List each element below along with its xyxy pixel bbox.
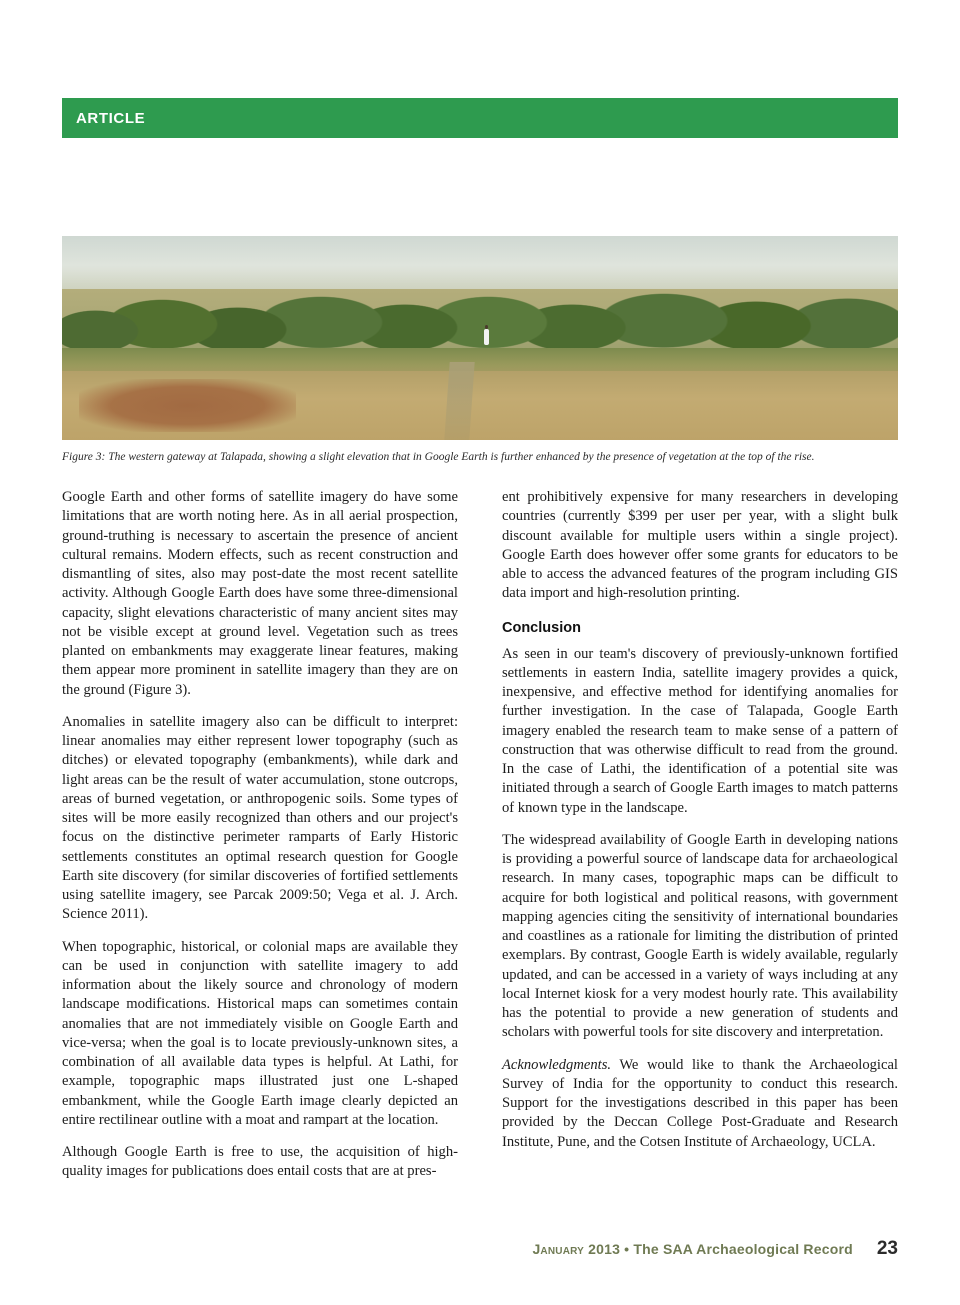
- paragraph: Google Earth and other forms of satellite imagery do have some limitations that are worth noting here. As in all aerial prospection, ground-truthing is necessary to ascertain the presence of ancient cultural remains. Modern effects, such as recent construction and dismantling of sites, also may post-date the most recent satellite activity. Although Google Earth does have some three-dimensional capacity, slight elevations characteristic of many ancient sites may not be visible except at ground level. Vegetation such as trees planted on embankments may exaggerate linear features, making them appear more prominent in satellite imagery than they are on the ground (Figure 3).: [62, 489, 458, 698]
- paragraph: The widespread availability of Google Earth in developing nations is providing a powerful source of landscape data for archaeological research. In many cases, topographic maps can be difficult to acquire for both logistical and political reasons, with government mapping agencies citing the sensitivity of international boundaries and coastlines as a rationale for limiting the distribution of printed exemplars. By contrast, Google Earth is widely available, regularly updated, and can be accessed in a variety of ways including at any local Internet kiosk for a very modest hourly rate. This availability has the potential to provide a new generation of students and scholars with powerful tools for site discovery and interpretation.: [502, 831, 898, 1041]
- photo-soil-patch: [79, 379, 296, 432]
- footer-text: [532, 1241, 852, 1257]
- conclusion-heading: Conclusion: [502, 619, 581, 636]
- paragraph: Although Google Earth is free to use, the acquisition of high-quality images for publications does entail costs that are at pres-: [62, 1144, 458, 1180]
- body-columns: [62, 488, 898, 1195]
- footer-publication: The SAA Archaeological Record: [633, 1241, 853, 1257]
- paragraph: When topographic, historical, or colonial maps are available they can be used in conjunction with satellite imagery to add information about the likely source and chronology of modern landscape modifications. Historical maps can sometimes contain anomalies that are not immediately visible on Google Earth and vice-versa; when the goal is to locate previously-unknown sites, a combination of all available data types is helpful. At Lathi, for example, topographic maps illustrated just one L-shaped embankment, while the Google Earth image clearly depicted an entire rectilinear outline with a moat and rampart at the location.: [62, 938, 458, 1128]
- figure-3-photo: [62, 236, 898, 440]
- photo-treeline: [62, 269, 898, 359]
- acknowledgments: [502, 1056, 898, 1152]
- section-label: ARTICLE: [76, 109, 146, 127]
- photo-path: [444, 362, 474, 440]
- paragraph: As seen in our team's discovery of previously-unknown fortified settlements in eastern India, satellite imagery provides a quick, inexpensive, and effective method for identifying anomalies for further investigation. In the case of Talapada, Google Earth imagery enabled the research team to make sense of a pattern of construction that was otherwise difficult to read from the ground. In the case of Lathi, the identification of a potential site was initiated through a search of Google Earth images to match patterns of known type in the landscape.: [502, 645, 898, 816]
- right-column: [502, 488, 898, 1195]
- paragraph: ent prohibitively expensive for many researchers in developing countries (currently $399 per user per year, with a slight bulk discount available for multiple users within a single project). Google Earth does however offer some grants for educators to be able to access the advanced features of the program including GIS data import and high-resolution printing.: [502, 489, 898, 602]
- footer-issue: January 2013: [532, 1241, 621, 1257]
- page-number: 23: [876, 1238, 898, 1259]
- figure-caption: Figure 3: The western gateway at Talapada, showing a slight elevation that in Google Earth is further enhanced by the presence of vegetation at the top of the rise.: [62, 451, 815, 463]
- figure-container: [62, 236, 898, 440]
- footer-separator: •: [624, 1241, 630, 1257]
- acknowledgments-text: We would like to thank the Archaeological Survey of India for the opportunity to conduct this research. Support for the investigations described in this paper has been provided by the Deccan College Post-Graduate and Research Institute, Pune, and the Cotsen Institute of Archaeology, UCLA.: [502, 1056, 898, 1150]
- photo-person: [484, 329, 489, 345]
- acknowledgments-label: Acknowledgments.: [502, 1056, 612, 1073]
- page-footer: [62, 1238, 898, 1268]
- paragraph: Anomalies in satellite imagery also can be difficult to interpret: linear anomalies may either represent lower topography (such as ditches) or elevated topography (embankments), while dark and light areas can be the result of water accumulation, stone outcrops, areas of burned vegetation, or anthropogenic soils. Some types of sites will be more easily recognized than others and our project's focus on the distinctive perimeter ramparts of Early Historic settlements constitutes an optimal research question for Google Earth site discovery (for similar discoveries of fortified settlements using satellite imagery, see Parcak 2009:50; Vega et al. J. Arch. Science 2011).: [62, 713, 458, 923]
- left-column: [62, 488, 458, 1195]
- article-header-banner: [62, 98, 898, 138]
